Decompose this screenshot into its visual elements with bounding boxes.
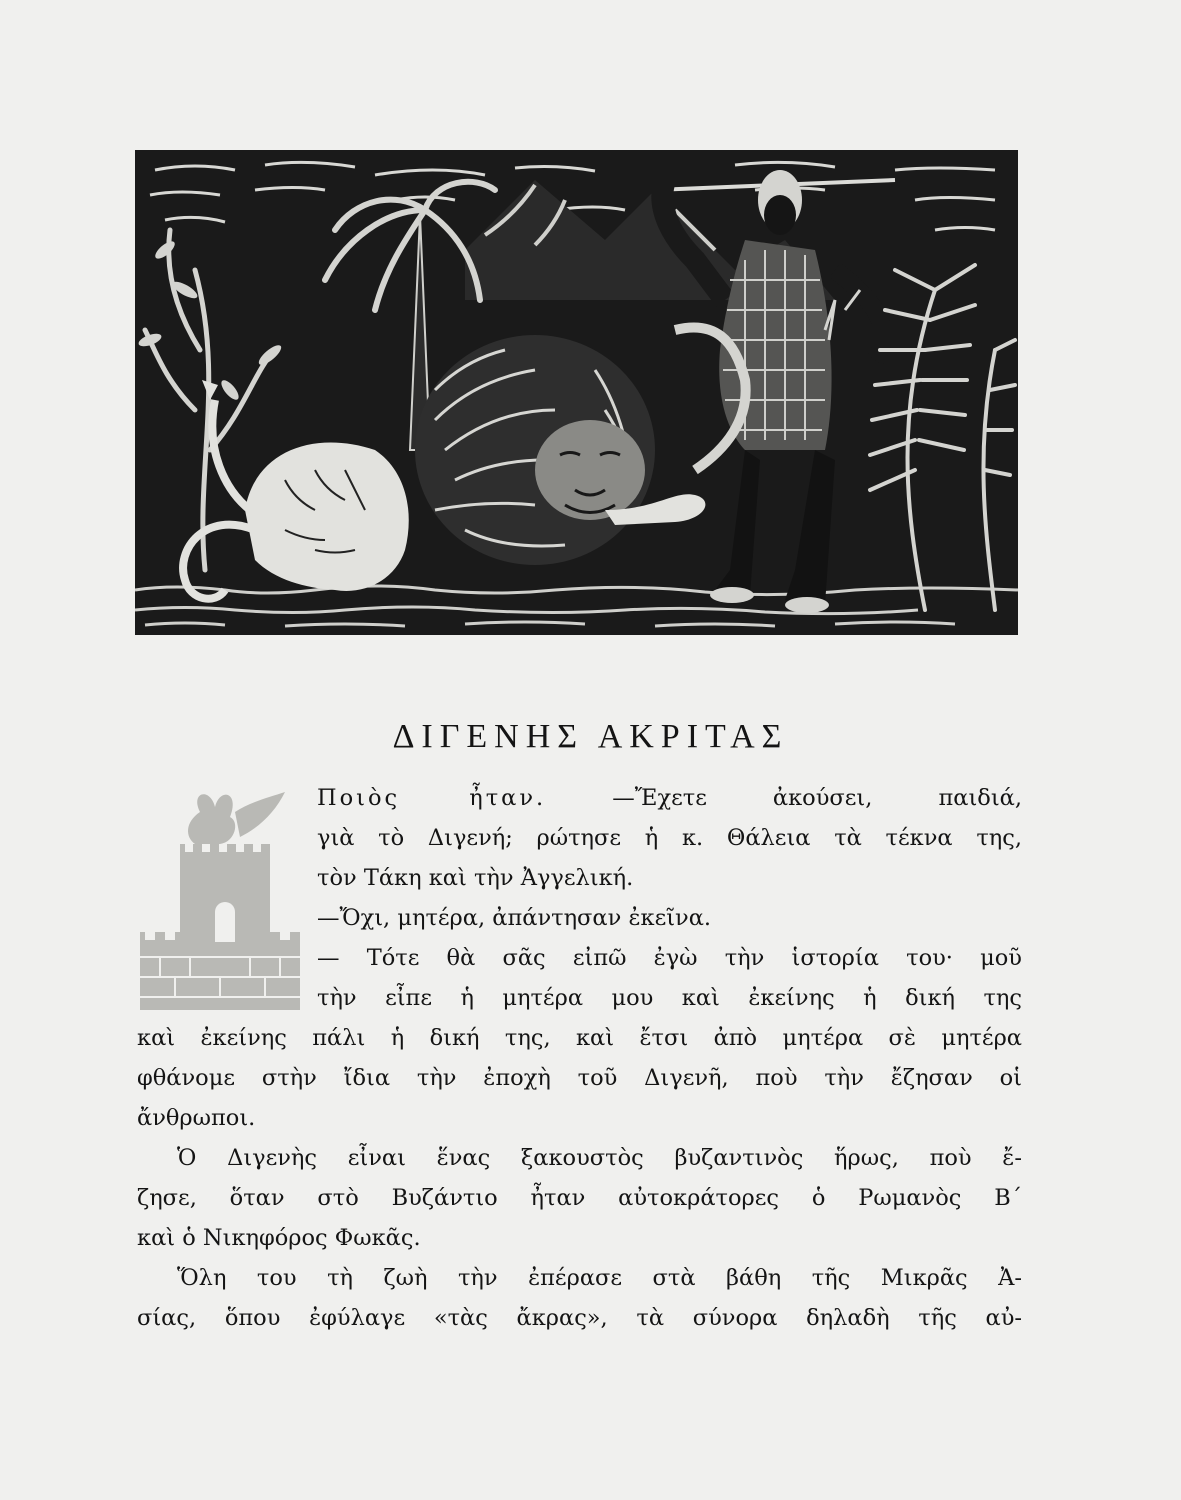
text-line: ἄνθρωποι.: [137, 1105, 256, 1131]
text-line: καὶ ὁ Νικηφόρος Φωκᾶς.: [137, 1225, 421, 1251]
text-line: Ποιὸς ἦταν. —Ἔχετε ἀκούσει, παιδιά,: [317, 785, 1022, 811]
text-line: — Τότε θὰ σᾶς εἰπῶ ἐγὼ τὴν ἱστορία του· μοῦ: [317, 945, 1022, 971]
text-line: τὴν εἶπε ἡ μητέρα μου καὶ ἐκείνης ἡ δική της: [317, 985, 1022, 1011]
text-line: καὶ ἐκείνης πάλι ἡ δική της, καὶ ἔτσι ἀπὸ μητέρα σὲ μητέρα: [137, 1025, 1022, 1051]
body-text: [137, 778, 1022, 1338]
woodcut-illustration: [135, 150, 1018, 635]
woodcut-digenis-lion-icon: [135, 150, 1018, 635]
text-line: τὸν Τάκη καὶ τὴν Ἀγγελική.: [317, 865, 634, 891]
page-title: ΔΙΓΕΝΗΣ ΑΚΡΙΤΑΣ: [392, 717, 789, 755]
text-line: γιὰ τὸ Διγενή; ρώτησε ἡ κ. Θάλεια τὰ τέκνα της,: [317, 825, 1022, 851]
text-line: Ὁ Διγενὴς εἶναι ἕνας ξακουστὸς βυζαντινὸς ἥρως, ποὺ ἔ-: [177, 1145, 1022, 1171]
text-line: Ὅλη του τὴ ζωὴ τὴν ἐπέρασε στὰ βάθη τῆς Μικρᾶς Ἀ-: [177, 1265, 1022, 1291]
text-line: φθάνομε στὴν ἴδια τὴν ἐποχὴ τοῦ Διγενῆ, ποὺ τὴν ἔζησαν οἱ: [137, 1065, 1022, 1091]
text-line: ζησε, ὅταν στὸ Βυζάντιο ἦταν αὐτοκράτορες ὁ Ρωμανὸς Β´: [137, 1185, 1022, 1211]
text-line: σίας, ὅπου ἐφύλαγε «τὰς ἄκρας», τὰ σύνορα δηλαδὴ τῆς αὐ-: [137, 1305, 1022, 1331]
text-line: —Ὄχι, μητέρα, ἀπάντησαν ἐκεῖνα.: [317, 905, 712, 931]
